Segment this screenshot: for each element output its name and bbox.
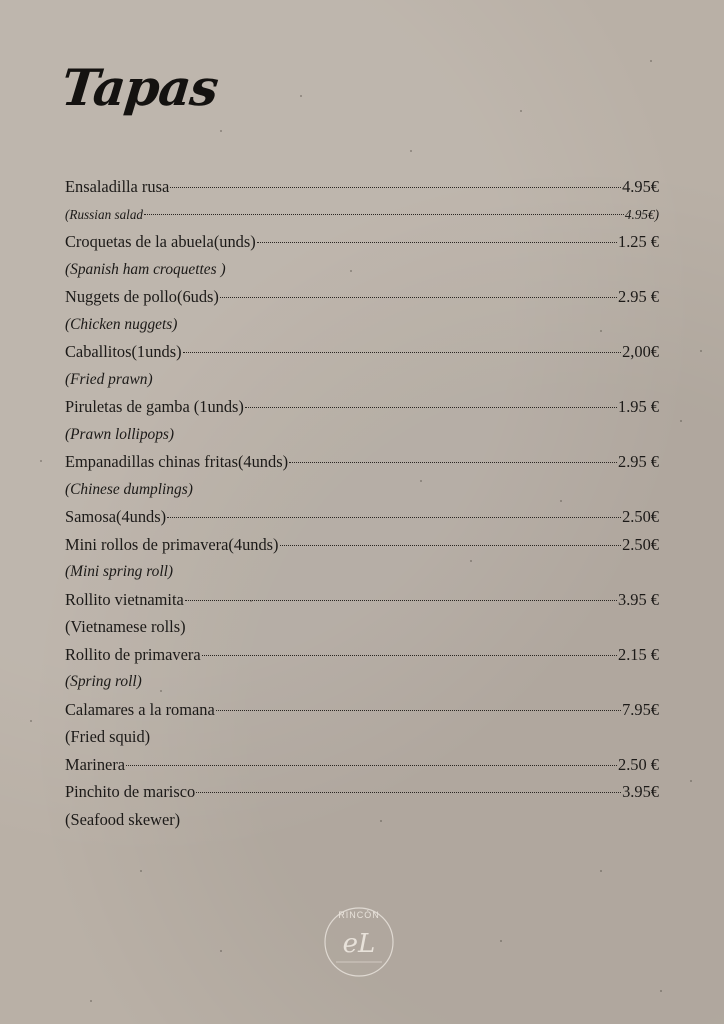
- menu-item-name: (Seafood skewer): [65, 809, 181, 829]
- dot-leader: [245, 406, 617, 408]
- menu-item-translation: [65, 421, 659, 449]
- dot-leader: [126, 764, 617, 766]
- menu-item-name: Marinera: [65, 754, 126, 774]
- menu-item-name: Piruletas de gamba (1unds): [65, 397, 244, 416]
- menu-item-translation: [65, 311, 659, 339]
- menu-item-translation: [65, 256, 659, 284]
- menu-item-price: 1.95 €: [618, 397, 659, 416]
- dot-leader: [144, 213, 624, 215]
- menu-item-name: (Chicken nuggets): [65, 315, 178, 333]
- menu-item: [65, 201, 659, 229]
- paper-speck: [350, 270, 352, 272]
- paper-speck: [380, 820, 382, 822]
- menu-item: [65, 228, 659, 256]
- paper-speck: [420, 480, 422, 482]
- paper-speck: [520, 110, 522, 112]
- menu-item-name: Ensaladilla rusa: [65, 177, 170, 196]
- dot-leader: [196, 791, 621, 793]
- menu-item: [65, 338, 659, 366]
- paper-speck: [30, 720, 32, 722]
- menu-item-translation: [65, 723, 659, 751]
- menu-item-name: Pinchito de marisco: [65, 782, 196, 801]
- dot-leader: [202, 654, 617, 656]
- dot-leader: [216, 709, 621, 711]
- menu-item-name: Mini rollos de primavera(4unds): [65, 534, 279, 554]
- dot-leader: [183, 351, 622, 353]
- menu-item: [65, 641, 659, 669]
- menu-item-name: (Chinese dumplings): [65, 480, 193, 498]
- dot-leader: [257, 241, 617, 243]
- menu-item-name: Rollito de primavera: [65, 644, 201, 664]
- menu-item-price: 2.15 €: [618, 644, 659, 664]
- dot-leader: [289, 461, 617, 463]
- menu-item-name: (Vietnamese rolls): [65, 617, 186, 636]
- menu-item-name: Caballitos(1unds): [65, 342, 182, 361]
- menu-item-translation: [65, 366, 659, 394]
- paper-speck: [220, 130, 222, 132]
- menu-item: [65, 586, 659, 614]
- menu-item-price: 2.50€: [622, 507, 659, 526]
- paper-speck: [250, 600, 252, 602]
- menu-item-translation: [65, 476, 659, 504]
- menu-item-price: 7.95€: [622, 699, 659, 719]
- menu-item: [65, 393, 659, 421]
- page-title: Tapas: [58, 58, 221, 117]
- paper-speck: [90, 1000, 92, 1002]
- paper-speck: [690, 780, 692, 782]
- dot-leader: [170, 186, 621, 188]
- menu-item-translation: [65, 558, 659, 586]
- paper-speck: [40, 460, 42, 462]
- menu-item-price: 2.95 €: [618, 452, 659, 471]
- menu-item-price: 4.95€): [624, 206, 659, 222]
- menu-item-name: Rollito vietnamita: [65, 589, 184, 609]
- logo-top-text: RINCÓN: [338, 910, 380, 920]
- menu-item-price: 2.50€: [622, 534, 659, 554]
- paper-speck: [600, 870, 602, 872]
- menu-list: [65, 173, 659, 833]
- dot-leader: [167, 516, 621, 518]
- paper-speck: [560, 500, 562, 502]
- menu-item-name: (Russian salad: [65, 206, 144, 222]
- paper-speck: [300, 95, 302, 97]
- menu-item: [65, 283, 659, 311]
- menu-item-name: Empanadillas chinas fritas(4unds): [65, 452, 289, 471]
- menu-item: [65, 696, 659, 724]
- menu-item-name: (Prawn lollipops): [65, 425, 175, 443]
- paper-speck: [140, 870, 142, 872]
- menu-item-translation: [65, 613, 659, 641]
- menu-item-name: Croquetas de la abuela(unds): [65, 232, 256, 251]
- menu-item: [65, 751, 659, 779]
- menu-item-name: (Spanish ham croquettes ): [65, 260, 226, 278]
- menu-item-name: Calamares a la romana: [65, 699, 215, 719]
- menu-item-name: (Fried prawn): [65, 370, 153, 388]
- paper-speck: [120, 240, 122, 242]
- restaurant-logo: [314, 900, 404, 980]
- paper-speck: [600, 330, 602, 332]
- menu-item: [65, 503, 659, 531]
- menu-item: [65, 173, 659, 201]
- logo-monogram: eL: [342, 929, 376, 959]
- menu-item-price: 3.95 €: [618, 589, 659, 609]
- paper-speck: [680, 420, 682, 422]
- menu-item: [65, 778, 659, 806]
- menu-item-name: (Mini spring roll): [65, 563, 174, 580]
- menu-item-price: 2.50 €: [618, 754, 659, 774]
- menu-item-price: 2.95 €: [618, 287, 659, 306]
- menu-item-price: 4.95€: [622, 177, 659, 196]
- menu-item-price: 3.95€: [622, 782, 659, 801]
- menu-item: [65, 531, 659, 559]
- dot-leader: [280, 544, 622, 546]
- menu-item: [65, 448, 659, 476]
- paper-speck: [660, 990, 662, 992]
- menu-item-price: 2,00€: [622, 342, 659, 361]
- paper-speck: [500, 940, 502, 942]
- menu-item-name: Samosa(4unds): [65, 507, 167, 526]
- paper-speck: [470, 560, 472, 562]
- paper-speck: [650, 60, 652, 62]
- menu-item-name: Nuggets de pollo(6uds): [65, 287, 219, 306]
- menu-item-price: 1.25 €: [618, 232, 659, 251]
- menu-item-translation: [65, 668, 659, 696]
- paper-speck: [410, 150, 412, 152]
- menu-item-name: (Fried squid): [65, 727, 151, 746]
- paper-speck: [220, 950, 222, 952]
- dot-leader: [220, 296, 617, 298]
- paper-speck: [700, 350, 702, 352]
- menu-item-translation: [65, 806, 659, 834]
- menu-item-name: (Spring roll): [65, 673, 142, 690]
- paper-speck: [160, 690, 162, 692]
